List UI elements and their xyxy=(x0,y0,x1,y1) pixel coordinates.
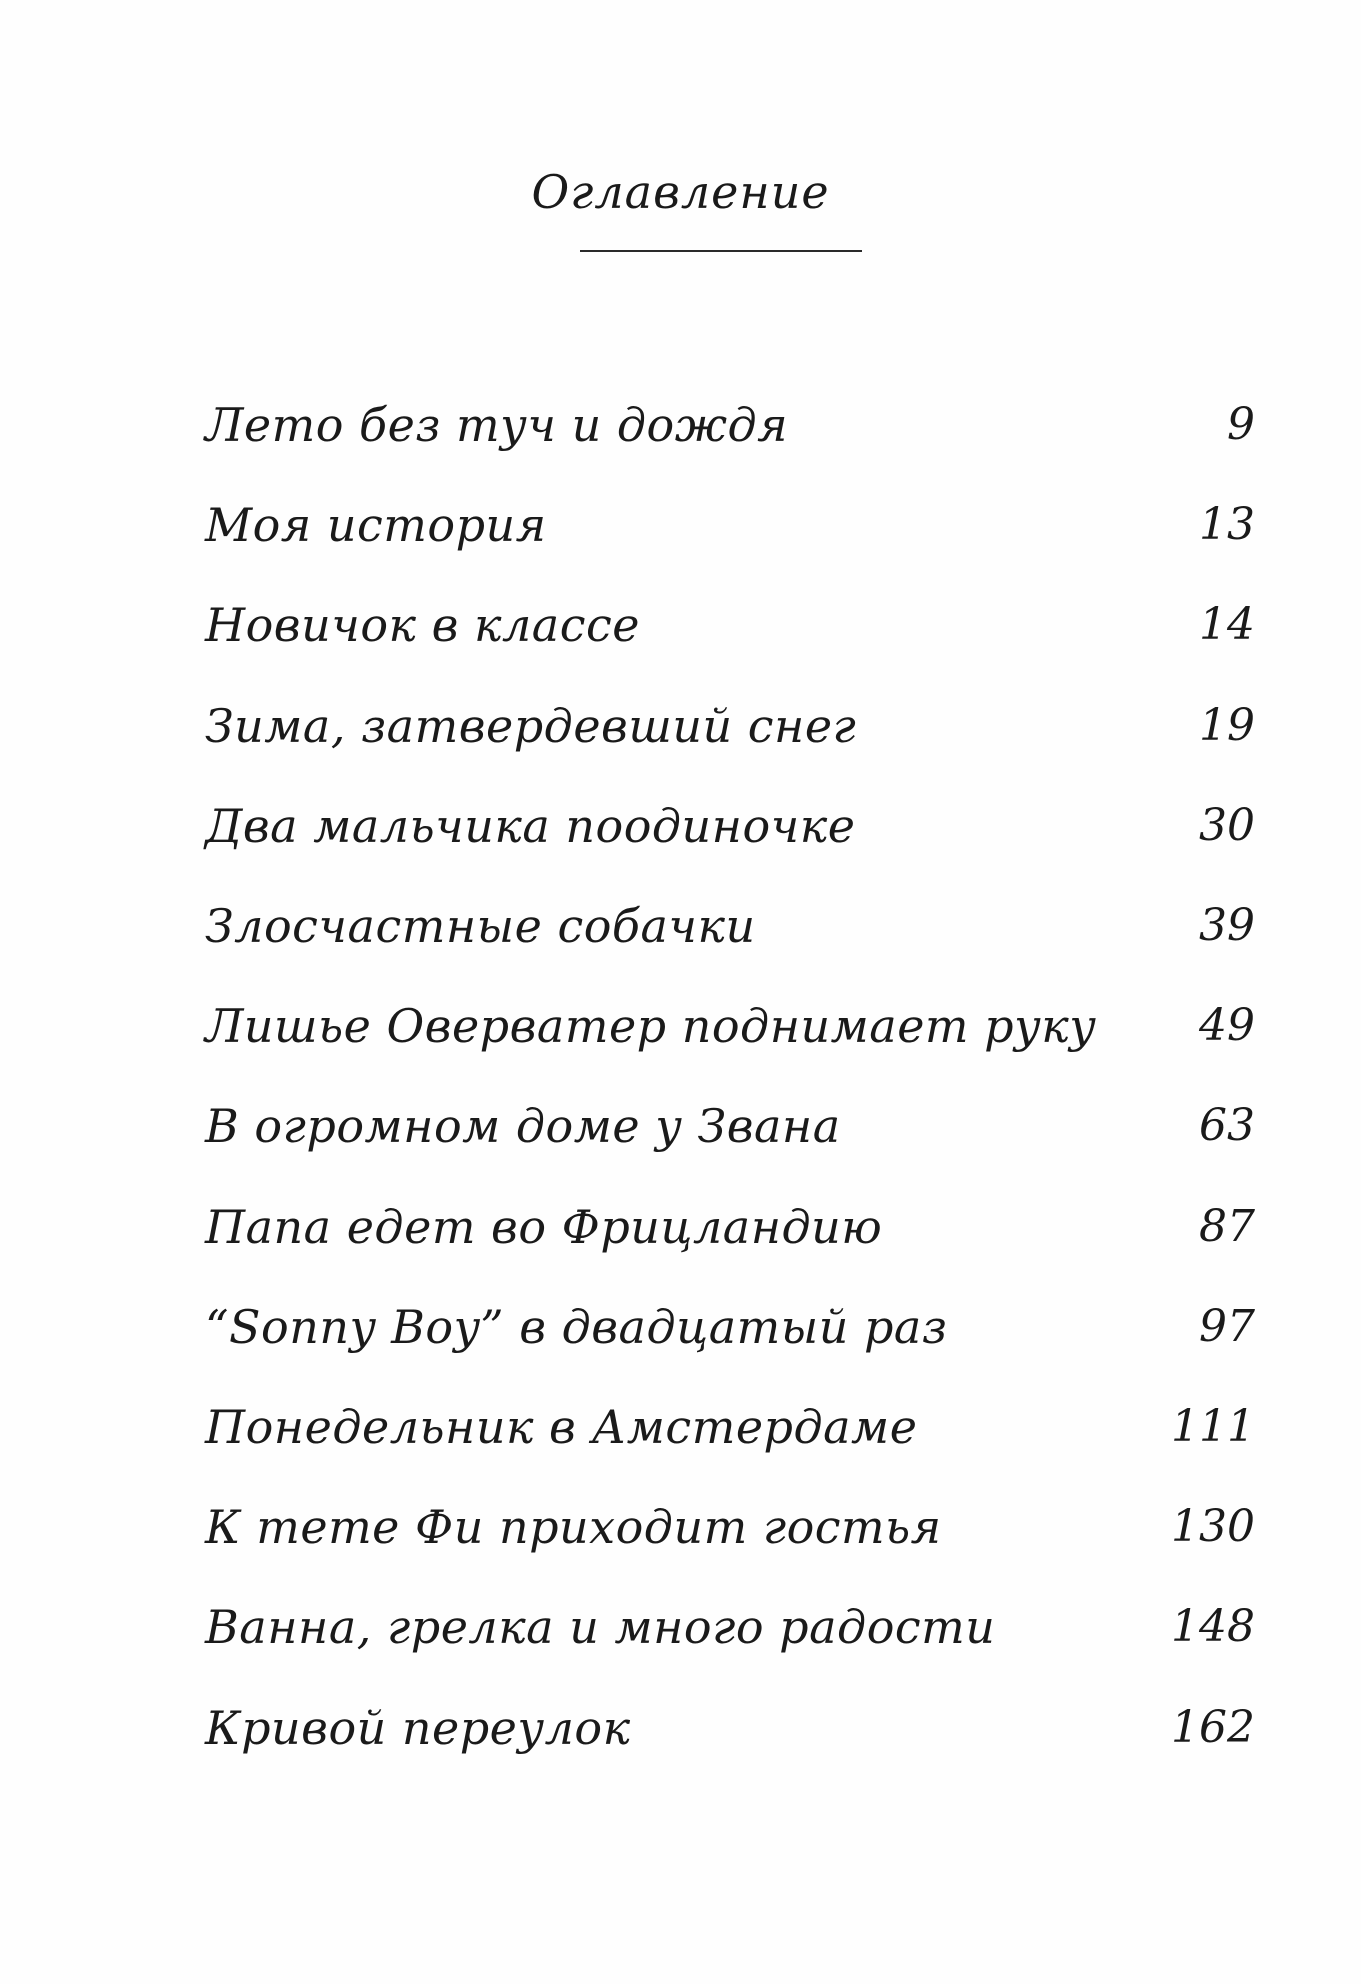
entry-page-number: 111 xyxy=(1171,1400,1255,1452)
toc-entry xyxy=(205,1377,1255,1477)
entry-page-number: 162 xyxy=(1171,1701,1255,1753)
entry-page-number: 39 xyxy=(1199,900,1255,952)
entry-title: Моя история xyxy=(205,498,547,553)
page-title: Оглавление xyxy=(531,165,830,219)
toc-entry xyxy=(205,375,1255,475)
entry-page-number: 63 xyxy=(1199,1100,1255,1152)
entry-title: Папа едет во Фрицландию xyxy=(205,1199,883,1254)
entry-title: Новичок в классе xyxy=(205,598,640,653)
entry-page-number: 30 xyxy=(1199,799,1255,851)
entry-title: “Sonny Boy” в двадцатый раз xyxy=(205,1299,948,1354)
entry-title: Лишье Оверватер поднимает руку xyxy=(205,999,1097,1054)
entry-page-number: 97 xyxy=(1199,1300,1255,1352)
entry-page-number: 19 xyxy=(1199,699,1255,751)
title-underline xyxy=(580,250,862,252)
entry-title: Злосчастные собачки xyxy=(205,899,756,954)
entry-title: Кривой переулок xyxy=(205,1700,631,1755)
entry-title: Два мальчика поодиночке xyxy=(205,798,856,853)
toc-list xyxy=(205,375,1255,1778)
entry-title: Зима, затвердевший снег xyxy=(205,698,857,753)
toc-entry xyxy=(205,1076,1255,1176)
entry-page-number: 9 xyxy=(1227,399,1255,451)
entry-title: В огромном доме у Звана xyxy=(205,1099,841,1154)
toc-entry xyxy=(205,475,1255,575)
toc-entry xyxy=(205,776,1255,876)
entry-page-number: 13 xyxy=(1199,499,1255,551)
entry-title: Ванна, грелка и много радости xyxy=(205,1600,996,1655)
toc-entry xyxy=(205,876,1255,976)
toc-entry xyxy=(205,1477,1255,1577)
toc-entry xyxy=(205,976,1255,1076)
entry-page-number: 87 xyxy=(1199,1200,1255,1252)
toc-entry xyxy=(205,575,1255,675)
entry-title: Лето без туч и дождя xyxy=(205,398,789,453)
entry-page-number: 148 xyxy=(1171,1601,1255,1653)
toc-entry xyxy=(205,1277,1255,1377)
entry-page-number: 49 xyxy=(1199,1000,1255,1052)
entry-title: К тете Фи приходит гостья xyxy=(205,1500,942,1555)
toc-entry xyxy=(205,676,1255,776)
toc-entry xyxy=(205,1577,1255,1677)
entry-page-number: 130 xyxy=(1171,1501,1255,1553)
toc-entry xyxy=(205,1677,1255,1777)
entry-page-number: 14 xyxy=(1199,599,1255,651)
entry-title: Понедельник в Амстердаме xyxy=(205,1399,918,1454)
toc-entry xyxy=(205,1177,1255,1277)
